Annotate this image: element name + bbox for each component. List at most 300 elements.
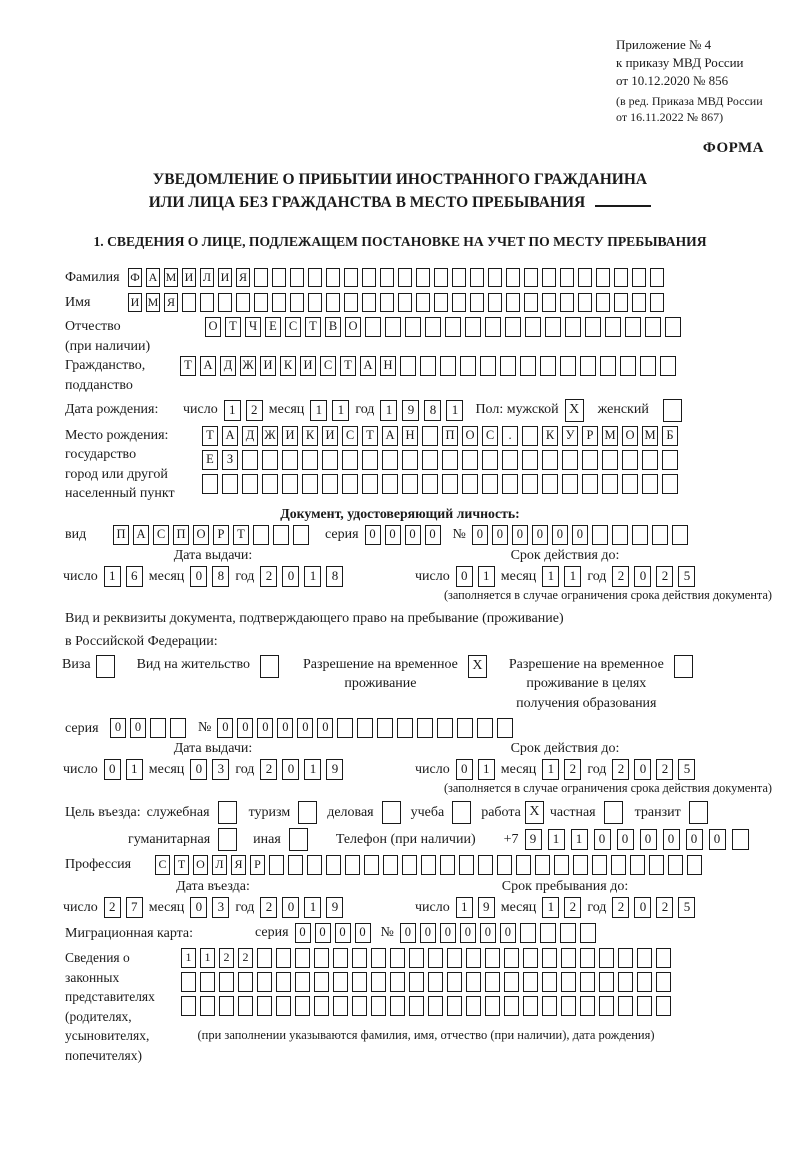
char-cell[interactable]: 1 (304, 566, 321, 587)
char-cell[interactable] (181, 996, 196, 1016)
char-cell[interactable]: 0 (634, 759, 651, 780)
char-cell[interactable]: 9 (326, 759, 343, 780)
char-cell[interactable]: Я (164, 293, 178, 312)
char-cell[interactable] (561, 948, 576, 968)
char-cell[interactable]: 0 (492, 525, 508, 545)
char-cell[interactable] (668, 855, 683, 875)
char-cell[interactable] (580, 948, 595, 968)
char-cell[interactable] (573, 855, 588, 875)
char-cell[interactable]: 2 (612, 759, 629, 780)
char-cell[interactable] (288, 855, 303, 875)
char-cell[interactable] (565, 317, 581, 337)
char-cell[interactable] (662, 474, 678, 494)
char-cell[interactable]: О (193, 525, 209, 545)
char-cell[interactable]: 3 (212, 759, 229, 780)
char-cell[interactable] (362, 268, 376, 287)
entry-month-boxes[interactable] (190, 897, 229, 918)
char-cell[interactable] (345, 855, 360, 875)
char-cell[interactable] (409, 948, 424, 968)
char-cell[interactable]: Я (236, 268, 250, 287)
char-cell[interactable] (377, 718, 393, 738)
char-cell[interactable] (437, 718, 453, 738)
char-cell[interactable] (470, 268, 484, 287)
char-cell[interactable] (273, 525, 289, 545)
char-cell[interactable] (242, 474, 258, 494)
char-cell[interactable]: 0 (634, 897, 651, 918)
char-cell[interactable]: 0 (355, 923, 371, 943)
char-cell[interactable]: 2 (104, 897, 121, 918)
char-cell[interactable] (523, 996, 538, 1016)
char-cell[interactable]: Ж (262, 426, 278, 446)
birthplace-line3-boxes[interactable] (202, 474, 678, 494)
char-cell[interactable] (502, 474, 518, 494)
char-cell[interactable] (452, 293, 466, 312)
char-cell[interactable] (580, 356, 596, 376)
purpose-humanitarian-checkbox[interactable] (218, 828, 237, 851)
char-cell[interactable] (398, 268, 412, 287)
char-cell[interactable]: 9 (525, 829, 542, 850)
char-cell[interactable] (219, 996, 234, 1016)
char-cell[interactable]: С (153, 525, 169, 545)
char-cell[interactable]: 0 (190, 897, 207, 918)
char-cell[interactable] (420, 356, 436, 376)
char-cell[interactable] (445, 317, 461, 337)
char-cell[interactable] (470, 293, 484, 312)
char-cell[interactable]: Н (402, 426, 418, 446)
char-cell[interactable]: 0 (640, 829, 657, 850)
issue-year-boxes[interactable] (260, 566, 343, 587)
char-cell[interactable] (238, 972, 253, 992)
char-cell[interactable]: И (322, 426, 338, 446)
resid-expiry-month-boxes[interactable] (542, 759, 581, 780)
char-cell[interactable] (520, 923, 536, 943)
char-cell[interactable] (290, 268, 304, 287)
char-cell[interactable]: 0 (317, 718, 333, 738)
temp-residence-education-checkbox[interactable] (674, 655, 693, 678)
char-cell[interactable] (400, 356, 416, 376)
char-cell[interactable] (652, 525, 668, 545)
char-cell[interactable] (460, 356, 476, 376)
char-cell[interactable] (732, 829, 749, 850)
char-cell[interactable] (314, 996, 329, 1016)
char-cell[interactable]: 0 (405, 525, 421, 545)
expiry-month-boxes[interactable] (542, 566, 581, 587)
char-cell[interactable]: 0 (512, 525, 528, 545)
char-cell[interactable]: 0 (385, 525, 401, 545)
char-cell[interactable]: 0 (130, 718, 146, 738)
char-cell[interactable] (440, 855, 455, 875)
char-cell[interactable] (382, 474, 398, 494)
char-cell[interactable] (605, 317, 621, 337)
char-cell[interactable]: 2 (612, 566, 629, 587)
char-cell[interactable]: Р (250, 855, 265, 875)
char-cell[interactable] (457, 718, 473, 738)
char-cell[interactable] (592, 855, 607, 875)
char-cell[interactable]: Д (242, 426, 258, 446)
char-cell[interactable] (542, 293, 556, 312)
char-cell[interactable] (560, 356, 576, 376)
char-cell[interactable] (409, 996, 424, 1016)
char-cell[interactable] (447, 996, 462, 1016)
char-cell[interactable]: 0 (315, 923, 331, 943)
char-cell[interactable] (554, 855, 569, 875)
char-cell[interactable]: Л (200, 268, 214, 287)
char-cell[interactable] (254, 268, 268, 287)
char-cell[interactable] (295, 948, 310, 968)
char-cell[interactable]: Т (180, 356, 196, 376)
char-cell[interactable]: 1 (564, 566, 581, 587)
char-cell[interactable] (656, 948, 671, 968)
char-cell[interactable] (599, 972, 614, 992)
char-cell[interactable] (333, 972, 348, 992)
char-cell[interactable]: 0 (663, 829, 680, 850)
char-cell[interactable] (362, 474, 378, 494)
char-cell[interactable]: 1 (310, 400, 327, 421)
char-cell[interactable]: 1 (304, 759, 321, 780)
char-cell[interactable] (500, 356, 516, 376)
char-cell[interactable]: 1 (478, 759, 495, 780)
char-cell[interactable] (326, 268, 340, 287)
char-cell[interactable] (357, 718, 373, 738)
char-cell[interactable]: Т (233, 525, 249, 545)
char-cell[interactable] (242, 450, 258, 470)
char-cell[interactable]: М (146, 293, 160, 312)
char-cell[interactable] (257, 972, 272, 992)
char-cell[interactable]: Р (213, 525, 229, 545)
char-cell[interactable] (578, 293, 592, 312)
char-cell[interactable] (365, 317, 381, 337)
char-cell[interactable] (497, 855, 512, 875)
doc-series-boxes[interactable] (365, 525, 441, 545)
char-cell[interactable] (459, 855, 474, 875)
char-cell[interactable] (656, 996, 671, 1016)
doc-number-boxes[interactable] (472, 525, 688, 545)
char-cell[interactable] (620, 356, 636, 376)
sex-female-checkbox[interactable] (663, 399, 682, 422)
char-cell[interactable]: О (193, 855, 208, 875)
char-cell[interactable] (333, 996, 348, 1016)
citizenship-boxes[interactable] (180, 356, 676, 376)
char-cell[interactable]: 3 (212, 897, 229, 918)
char-cell[interactable] (516, 855, 531, 875)
char-cell[interactable]: 0 (594, 829, 611, 850)
char-cell[interactable]: 0 (500, 923, 516, 943)
char-cell[interactable]: 9 (478, 897, 495, 918)
char-cell[interactable] (409, 972, 424, 992)
char-cell[interactable]: Е (202, 450, 218, 470)
char-cell[interactable]: С (155, 855, 170, 875)
char-cell[interactable]: 0 (277, 718, 293, 738)
char-cell[interactable]: О (205, 317, 221, 337)
char-cell[interactable] (522, 426, 538, 446)
char-cell[interactable] (660, 356, 676, 376)
char-cell[interactable] (371, 948, 386, 968)
char-cell[interactable]: 1 (126, 759, 143, 780)
char-cell[interactable] (254, 293, 268, 312)
entry-day-boxes[interactable] (104, 897, 143, 918)
char-cell[interactable] (522, 450, 538, 470)
char-cell[interactable] (524, 268, 538, 287)
stay-day-boxes[interactable] (456, 897, 495, 918)
char-cell[interactable]: 1 (380, 400, 397, 421)
char-cell[interactable] (611, 855, 626, 875)
char-cell[interactable] (371, 972, 386, 992)
char-cell[interactable] (480, 356, 496, 376)
char-cell[interactable]: К (542, 426, 558, 446)
char-cell[interactable] (642, 450, 658, 470)
char-cell[interactable] (238, 996, 253, 1016)
char-cell[interactable]: 2 (656, 897, 673, 918)
char-cell[interactable] (485, 972, 500, 992)
char-cell[interactable] (618, 996, 633, 1016)
char-cell[interactable] (170, 718, 186, 738)
char-cell[interactable]: 1 (200, 948, 215, 968)
purpose-business-checkbox[interactable] (382, 801, 401, 824)
char-cell[interactable] (542, 972, 557, 992)
resid-expiry-year-boxes[interactable] (612, 759, 695, 780)
char-cell[interactable] (202, 474, 218, 494)
resid-issue-year-boxes[interactable] (260, 759, 343, 780)
char-cell[interactable] (562, 474, 578, 494)
char-cell[interactable] (542, 948, 557, 968)
char-cell[interactable] (390, 996, 405, 1016)
char-cell[interactable] (382, 450, 398, 470)
char-cell[interactable] (452, 268, 466, 287)
birthplace-line2-boxes[interactable] (202, 450, 678, 470)
char-cell[interactable] (485, 317, 501, 337)
char-cell[interactable] (150, 718, 166, 738)
char-cell[interactable]: Ж (240, 356, 256, 376)
resid-issue-day-boxes[interactable] (104, 759, 143, 780)
char-cell[interactable] (434, 293, 448, 312)
char-cell[interactable] (488, 268, 502, 287)
char-cell[interactable]: П (442, 426, 458, 446)
char-cell[interactable]: 8 (424, 400, 441, 421)
char-cell[interactable] (523, 948, 538, 968)
char-cell[interactable]: 0 (460, 923, 476, 943)
representatives-line2-boxes[interactable] (181, 972, 671, 992)
char-cell[interactable] (422, 474, 438, 494)
char-cell[interactable] (293, 525, 309, 545)
char-cell[interactable]: О (462, 426, 478, 446)
char-cell[interactable] (599, 948, 614, 968)
representatives-line3-boxes[interactable] (181, 996, 671, 1016)
expiry-day-boxes[interactable] (456, 566, 495, 587)
char-cell[interactable] (580, 996, 595, 1016)
char-cell[interactable]: С (482, 426, 498, 446)
char-cell[interactable] (422, 426, 438, 446)
char-cell[interactable] (465, 317, 481, 337)
char-cell[interactable] (442, 474, 458, 494)
char-cell[interactable] (649, 855, 664, 875)
char-cell[interactable]: 0 (104, 759, 121, 780)
char-cell[interactable]: И (300, 356, 316, 376)
char-cell[interactable]: 5 (678, 897, 695, 918)
char-cell[interactable] (580, 972, 595, 992)
char-cell[interactable]: 1 (332, 400, 349, 421)
char-cell[interactable] (596, 293, 610, 312)
char-cell[interactable]: 1 (548, 829, 565, 850)
char-cell[interactable] (219, 972, 234, 992)
char-cell[interactable]: И (260, 356, 276, 376)
char-cell[interactable]: Н (380, 356, 396, 376)
char-cell[interactable] (662, 450, 678, 470)
char-cell[interactable]: У (562, 426, 578, 446)
char-cell[interactable] (637, 972, 652, 992)
char-cell[interactable]: 2 (564, 759, 581, 780)
char-cell[interactable] (390, 948, 405, 968)
char-cell[interactable] (314, 948, 329, 968)
char-cell[interactable] (402, 855, 417, 875)
char-cell[interactable]: Б (662, 426, 678, 446)
char-cell[interactable] (478, 855, 493, 875)
char-cell[interactable]: 0 (634, 566, 651, 587)
phone-boxes[interactable] (525, 829, 749, 850)
char-cell[interactable] (269, 855, 284, 875)
char-cell[interactable] (687, 855, 702, 875)
char-cell[interactable] (482, 474, 498, 494)
char-cell[interactable]: Т (202, 426, 218, 446)
char-cell[interactable] (182, 293, 196, 312)
char-cell[interactable] (326, 855, 341, 875)
char-cell[interactable]: А (133, 525, 149, 545)
char-cell[interactable] (485, 948, 500, 968)
char-cell[interactable]: А (200, 356, 216, 376)
char-cell[interactable] (485, 996, 500, 1016)
char-cell[interactable]: 0 (335, 923, 351, 943)
char-cell[interactable] (592, 525, 608, 545)
char-cell[interactable] (262, 474, 278, 494)
char-cell[interactable] (262, 450, 278, 470)
char-cell[interactable] (622, 474, 638, 494)
char-cell[interactable]: 1 (478, 566, 495, 587)
char-cell[interactable]: П (113, 525, 129, 545)
char-cell[interactable] (504, 948, 519, 968)
char-cell[interactable]: 2 (564, 897, 581, 918)
char-cell[interactable] (625, 317, 641, 337)
char-cell[interactable] (665, 317, 681, 337)
char-cell[interactable]: И (282, 426, 298, 446)
char-cell[interactable] (561, 972, 576, 992)
char-cell[interactable] (314, 972, 329, 992)
char-cell[interactable]: 1 (224, 400, 241, 421)
char-cell[interactable] (290, 293, 304, 312)
char-cell[interactable] (417, 718, 433, 738)
char-cell[interactable]: 0 (472, 525, 488, 545)
char-cell[interactable] (612, 525, 628, 545)
char-cell[interactable]: 1 (542, 566, 559, 587)
given-name-boxes[interactable] (128, 293, 664, 312)
char-cell[interactable] (428, 948, 443, 968)
char-cell[interactable]: С (320, 356, 336, 376)
char-cell[interactable] (282, 450, 298, 470)
char-cell[interactable] (344, 293, 358, 312)
char-cell[interactable] (540, 923, 556, 943)
migration-series-boxes[interactable] (295, 923, 371, 943)
char-cell[interactable] (402, 450, 418, 470)
birthplace-line1-boxes[interactable] (202, 426, 678, 446)
char-cell[interactable] (505, 317, 521, 337)
char-cell[interactable]: 0 (295, 923, 311, 943)
char-cell[interactable]: 2 (260, 897, 277, 918)
char-cell[interactable] (497, 718, 513, 738)
char-cell[interactable]: А (360, 356, 376, 376)
char-cell[interactable] (580, 923, 596, 943)
char-cell[interactable]: 1 (181, 948, 196, 968)
char-cell[interactable] (425, 317, 441, 337)
char-cell[interactable] (253, 525, 269, 545)
char-cell[interactable] (276, 972, 291, 992)
char-cell[interactable] (561, 996, 576, 1016)
char-cell[interactable] (630, 855, 645, 875)
char-cell[interactable] (428, 996, 443, 1016)
char-cell[interactable] (477, 718, 493, 738)
char-cell[interactable] (656, 972, 671, 992)
char-cell[interactable] (440, 356, 456, 376)
issue-day-boxes[interactable] (104, 566, 143, 587)
resid-series-boxes[interactable] (110, 718, 186, 738)
birth-day-boxes[interactable] (224, 400, 263, 421)
char-cell[interactable] (466, 948, 481, 968)
char-cell[interactable] (520, 356, 536, 376)
char-cell[interactable] (434, 268, 448, 287)
char-cell[interactable]: 1 (571, 829, 588, 850)
char-cell[interactable] (622, 450, 638, 470)
char-cell[interactable]: В (325, 317, 341, 337)
purpose-tourism-checkbox[interactable] (298, 801, 317, 824)
char-cell[interactable]: Р (582, 426, 598, 446)
char-cell[interactable]: 0 (190, 566, 207, 587)
char-cell[interactable] (181, 972, 196, 992)
char-cell[interactable]: Ч (245, 317, 261, 337)
char-cell[interactable]: 0 (425, 525, 441, 545)
char-cell[interactable]: З (222, 450, 238, 470)
char-cell[interactable]: М (602, 426, 618, 446)
char-cell[interactable] (257, 996, 272, 1016)
char-cell[interactable] (602, 474, 618, 494)
char-cell[interactable] (562, 450, 578, 470)
char-cell[interactable] (582, 450, 598, 470)
char-cell[interactable]: 0 (456, 759, 473, 780)
char-cell[interactable]: И (218, 268, 232, 287)
char-cell[interactable] (542, 450, 558, 470)
char-cell[interactable] (308, 268, 322, 287)
char-cell[interactable]: 0 (572, 525, 588, 545)
char-cell[interactable]: 1 (104, 566, 121, 587)
char-cell[interactable] (504, 996, 519, 1016)
char-cell[interactable] (371, 996, 386, 1016)
entry-year-boxes[interactable] (260, 897, 343, 918)
char-cell[interactable] (276, 996, 291, 1016)
resid-expiry-day-boxes[interactable] (456, 759, 495, 780)
char-cell[interactable] (326, 293, 340, 312)
char-cell[interactable] (380, 293, 394, 312)
birth-month-boxes[interactable] (310, 400, 349, 421)
char-cell[interactable] (578, 268, 592, 287)
issue-month-boxes[interactable] (190, 566, 229, 587)
char-cell[interactable] (364, 855, 379, 875)
purpose-official-checkbox[interactable] (218, 801, 237, 824)
char-cell[interactable] (488, 293, 502, 312)
char-cell[interactable] (236, 293, 250, 312)
char-cell[interactable]: 0 (297, 718, 313, 738)
char-cell[interactable]: Д (220, 356, 236, 376)
char-cell[interactable] (308, 293, 322, 312)
char-cell[interactable]: И (182, 268, 196, 287)
char-cell[interactable] (447, 972, 462, 992)
char-cell[interactable]: Т (362, 426, 378, 446)
char-cell[interactable] (200, 972, 215, 992)
